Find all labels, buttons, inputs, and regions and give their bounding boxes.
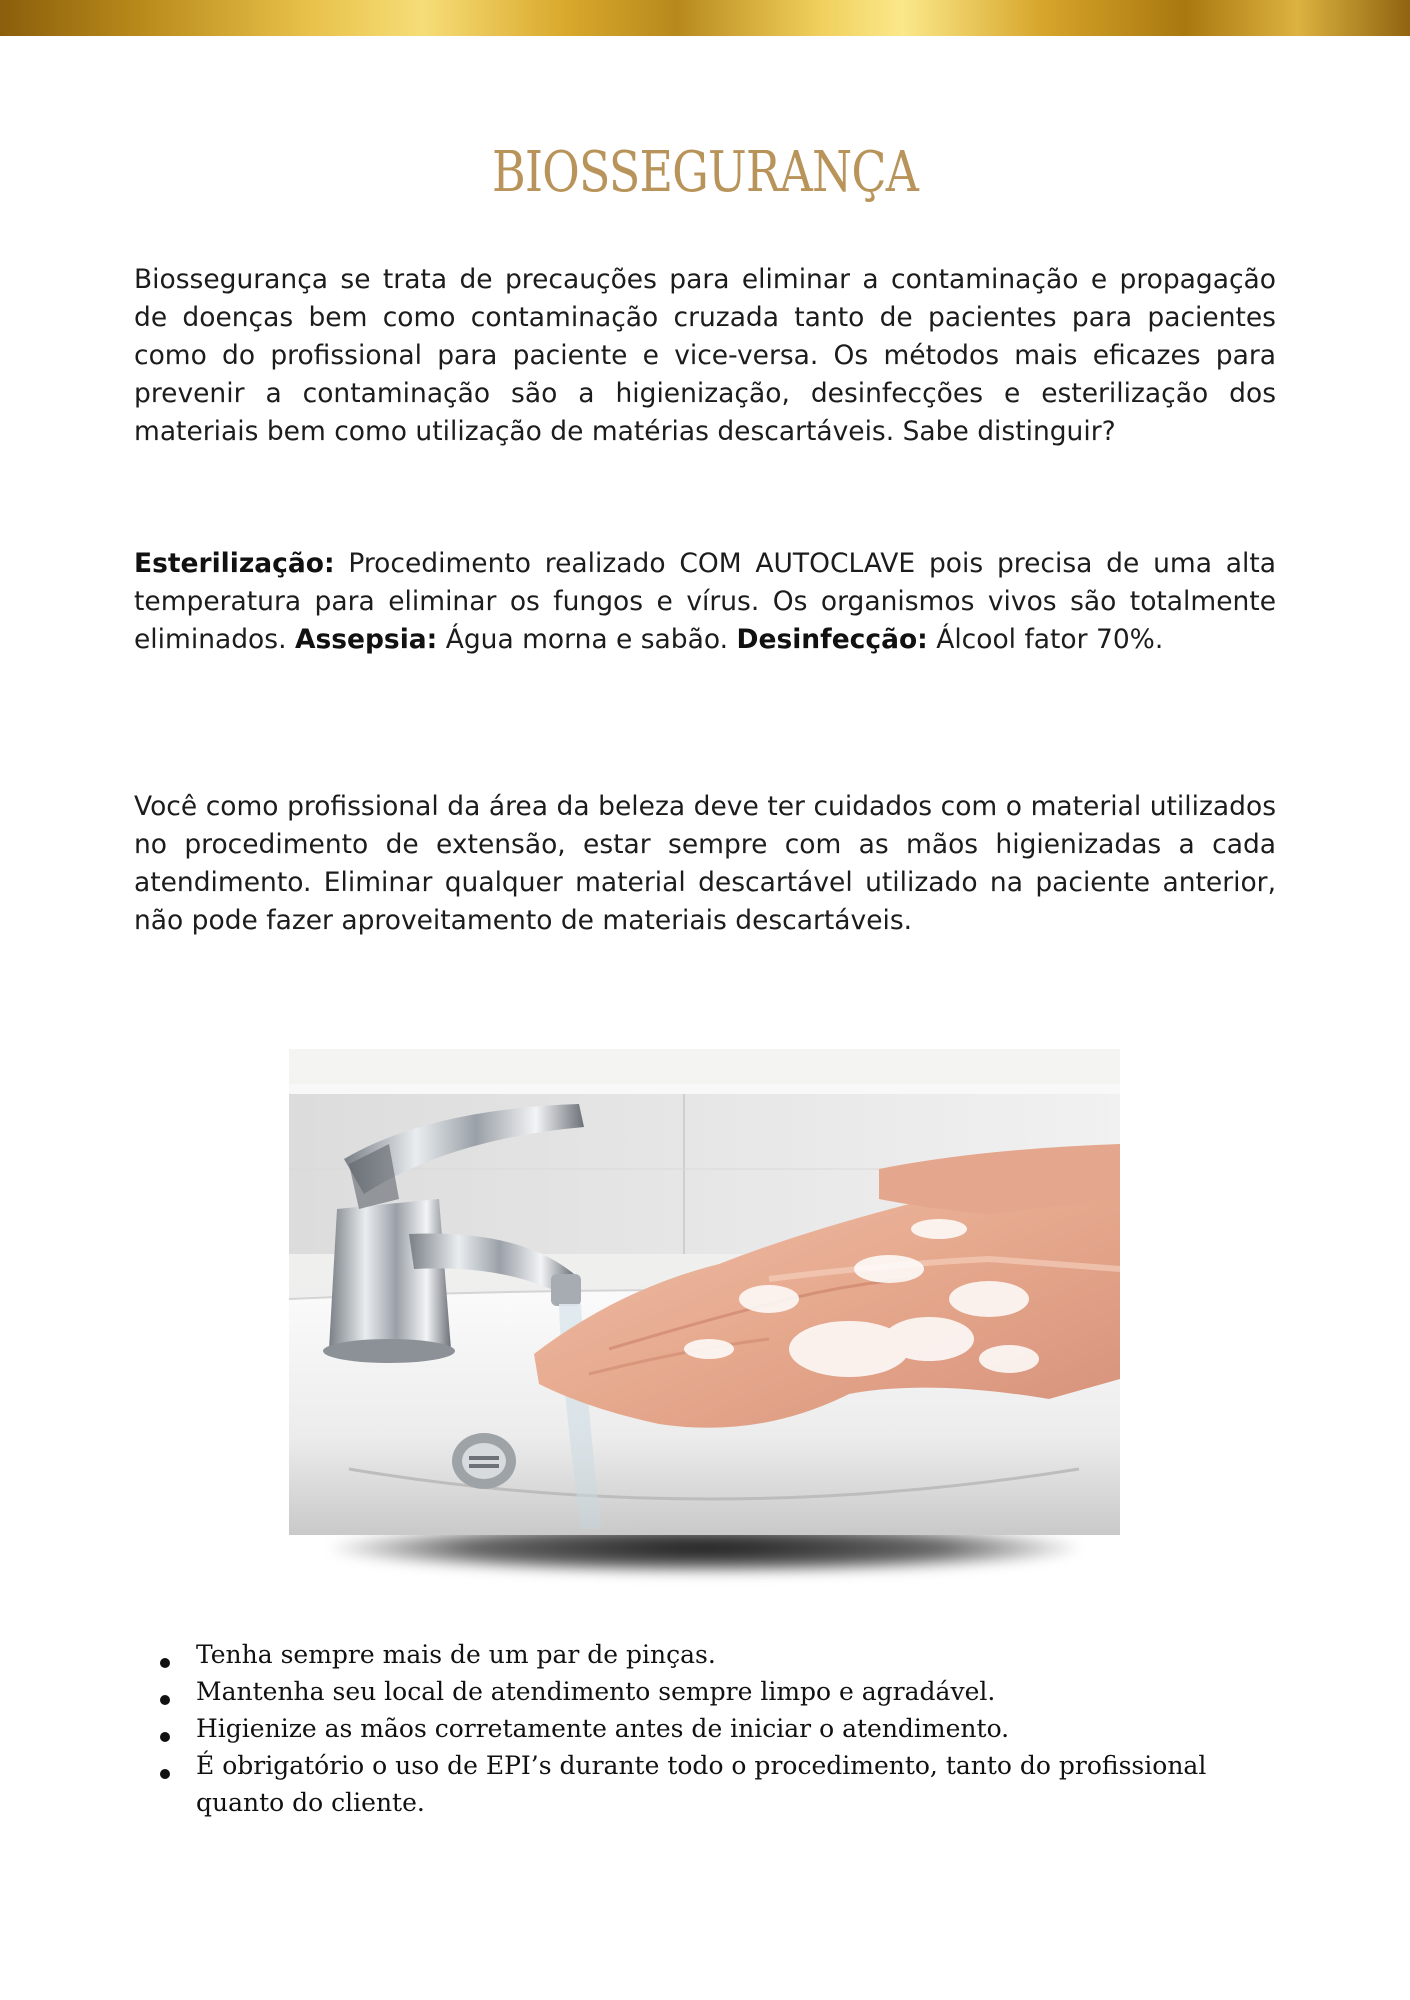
- care-paragraph: Você como profissional da área da beleza deve ter cuidados com o material utilizados no procedimento de extensão, estar sempre com as mãos higienizadas a cada atendimento. Eliminar qualquer material descartável utilizado na paciente anterior, não pode fazer aproveitamento de materiais descartáveis.: [134, 791, 1276, 936]
- tip-text: Higienize as mãos corretamente antes de iniciar o atendimento.: [196, 1714, 1010, 1743]
- sterilization-term: Esterilização:: [134, 548, 335, 579]
- disinfection-text: Álcool fator 70%.: [927, 624, 1164, 655]
- intro-paragraph: Biossegurança se trata de precauções para eliminar a contaminação e propagação de doenças bem como contaminação cruzada tanto de pacientes para pacientes como do profissional para paciente e vice-versa. Os métodos mais eficazes para prevenir a contaminação são a higienização, desinfecções e esterilização dos materiais bem como utilização de matérias descartáveis. Sabe distinguir?: [134, 264, 1276, 447]
- tip-text: É obrigatório o uso de EPI’s durante todo o procedimento, tanto do profissional quanto do cliente.: [196, 1751, 1207, 1817]
- tip-text: Tenha sempre mais de um par de pinças.: [196, 1640, 716, 1669]
- bullet-icon: [160, 1658, 170, 1668]
- list-item: [160, 1710, 1270, 1747]
- disinfection-term: Desinfecção:: [736, 624, 928, 655]
- tips-list: [160, 1636, 1270, 1821]
- list-item: [160, 1636, 1270, 1673]
- asepsis-term: Assepsia:: [294, 624, 438, 655]
- definitions-paragraph: [134, 545, 1276, 659]
- list-item: [160, 1673, 1270, 1710]
- list-item: [160, 1747, 1270, 1821]
- handwashing-photo: [289, 1049, 1120, 1535]
- bullet-icon: [160, 1732, 170, 1742]
- asepsis-text: Água morna e sabão.: [437, 624, 737, 655]
- bullet-icon: [160, 1695, 170, 1705]
- handwashing-illustration: [289, 1049, 1120, 1535]
- gold-header-bar: [0, 0, 1410, 36]
- sterilization-text: Procedimento realizado COM AUTOCLAVE pois precisa de uma alta temperatura para eliminar os fungos e vírus. Os organismos vivos são totalmente eliminados.: [134, 548, 1276, 655]
- bullet-icon: [160, 1769, 170, 1779]
- page-title: BIOSSEGURANÇA: [491, 140, 919, 205]
- tip-text: Mantenha seu local de atendimento sempre limpo e agradável.: [196, 1677, 996, 1706]
